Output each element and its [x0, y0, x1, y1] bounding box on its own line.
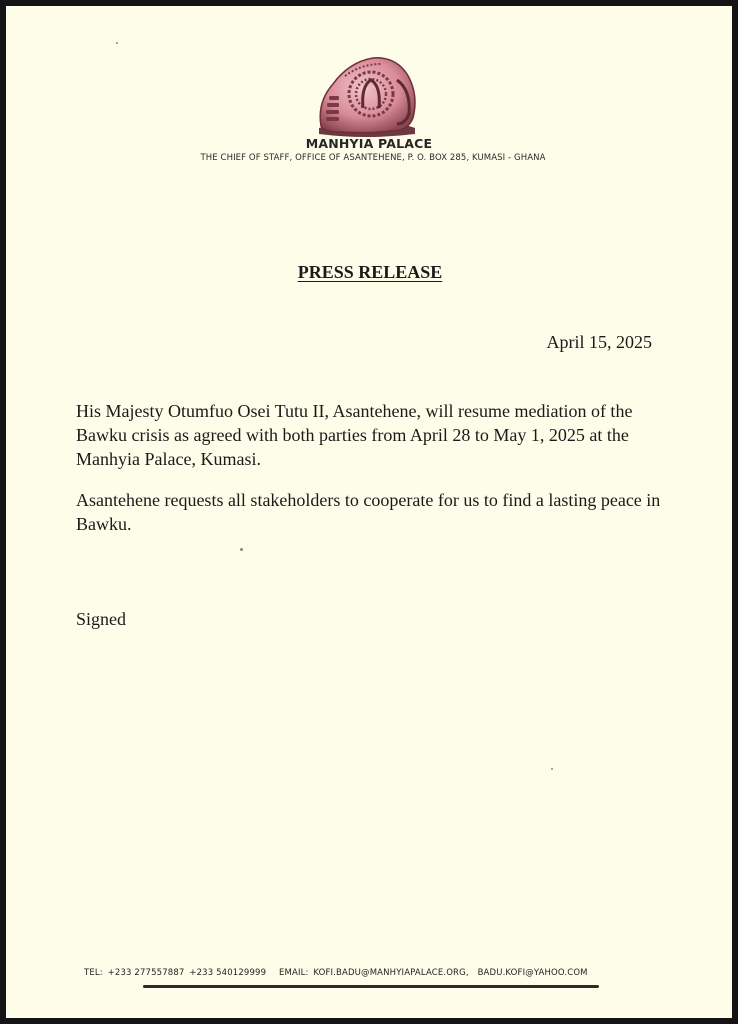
scan-speck: [116, 42, 118, 44]
document-date: April 15, 2025: [546, 332, 652, 352]
manhyia-palace-crest-icon: [311, 50, 421, 140]
paragraph-1: His Majesty Otumfuo Osei Tutu II, Asantehene, will resume mediation of the Bawku crisis as agreed with both parties from April 28 to May 1, 2025 at the Manhyia Palace, Kumasi.: [76, 401, 633, 469]
org-address: THE CHIEF OF STAFF, OFFICE OF ASANTEHENE, P. O. BOX 285, KUMASI - GHANA: [200, 153, 546, 163]
document-title: PRESS RELEASE: [297, 262, 443, 282]
footer-contact: [84, 968, 684, 978]
org-name: MANHYIA PALACE: [305, 136, 433, 151]
footer-email-label: EMAIL:: [279, 968, 309, 978]
scan-speck: [240, 548, 243, 551]
paragraph-2: Asantehene requests all stakeholders to cooperate for us to find a lasting peace in Bawku.: [76, 490, 661, 534]
footer-phone-2: +233 540129999: [189, 968, 267, 978]
document-page: [6, 6, 732, 1018]
footer-tel-label: TEL:: [84, 968, 103, 978]
footer-divider: [143, 985, 599, 988]
footer-email-1: KOFI.BADU@MANHYIAPALACE.ORG,: [313, 968, 469, 978]
footer-email-2: BADU.KOFI@YAHOO.COM: [477, 968, 588, 978]
footer-phone-1: +233 277557887: [107, 968, 185, 978]
scan-speck: [551, 768, 553, 770]
signed-label: Signed: [76, 609, 127, 629]
